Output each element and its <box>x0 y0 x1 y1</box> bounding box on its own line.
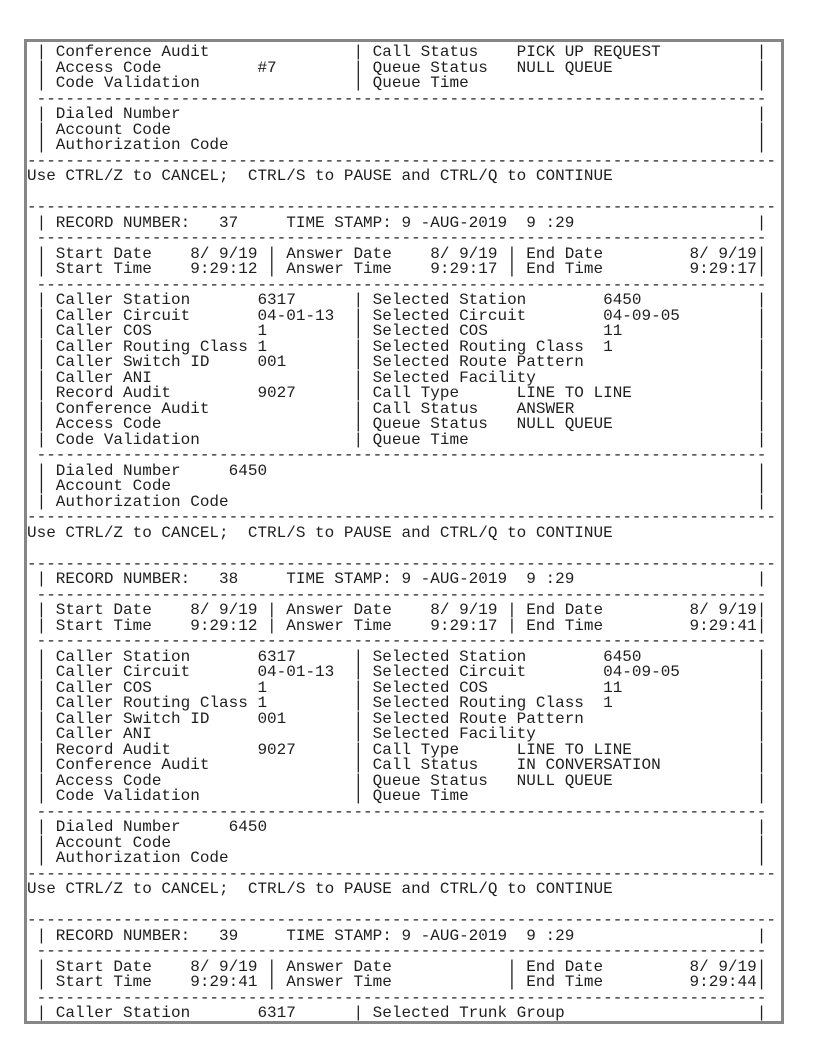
terminal-line: | Start Time 9:29:41 | Answer Time | End Time 9:29:44| <box>27 973 776 991</box>
terminal-line: | Caller ANI | Selected Facility | <box>27 368 776 387</box>
terminal-line: ------------------------------------------------------------------------------ <box>27 554 776 573</box>
terminal-line: | Access Code #7 | Queue Status NULL QUEUE | <box>27 58 776 77</box>
terminal-line: Use CTRL/Z to CANCEL; CTRL/S to PAUSE and CTRL/Q to CONTINUE <box>27 167 776 185</box>
terminal-line: | Conference Audit | Call Status IN CONVERSATION | <box>27 756 776 774</box>
terminal-line: | Access Code | Queue Status NULL QUEUE | <box>27 415 776 433</box>
terminal-line: | Caller Station 6317 | Selected Station 6450 | <box>27 291 776 309</box>
terminal-line: | Conference Audit | Call Status ANSWER | <box>27 399 776 418</box>
terminal-line: | Record Audit 9027 | Call Type LINE TO LINE | <box>27 384 776 402</box>
terminal-line: | Caller Routing Class 1 | Selected Routing Class 1 | <box>27 694 776 712</box>
terminal-line: Use CTRL/Z to CANCEL; CTRL/S to PAUSE and CTRL/Q to CONTINUE <box>27 523 776 542</box>
terminal-line: Use CTRL/Z to CANCEL; CTRL/S to PAUSE and CTRL/Q to CONTINUE <box>27 880 776 898</box>
terminal-line: | Account Code | <box>27 477 776 495</box>
terminal-line: ---------------------------------------------------------------------------- <box>27 942 776 960</box>
terminal-line: | Account Code | <box>27 120 776 139</box>
terminal-line: | Caller COS 1 | Selected COS 11 | <box>27 678 776 697</box>
terminal-line: | Access Code | Queue Status NULL QUEUE | <box>27 771 776 790</box>
terminal-line: | Start Date 8/ 9/19 | Answer Date | End Date 8/ 9/19| <box>27 957 776 976</box>
terminal-line: | Caller Routing Class 1 | Selected Routing Class 1 | <box>27 337 776 356</box>
terminal-line: ---------------------------------------------------------------------------- <box>27 585 776 604</box>
terminal-line: ---------------------------------------------------------------------------- <box>27 89 776 108</box>
terminal-line: | Caller COS 1 | Selected COS 11 | <box>27 322 776 340</box>
terminal-line: | RECORD NUMBER: 39 TIME STAMP: 9 -AUG-2019 9 :29 | <box>27 926 776 945</box>
terminal-line: | Start Time 9:29:12 | Answer Time 9:29:17 | End Time 9:29:41| <box>27 616 776 635</box>
terminal-line: ---------------------------------------------------------------------------- <box>27 802 776 821</box>
terminal-line: | Authorization Code | <box>27 136 776 154</box>
terminal-line: | Conference Audit | Call Status PICK UP REQUEST | <box>27 43 776 61</box>
terminal-line: | Start Date 8/ 9/19 | Answer Date 8/ 9/19 | End Date 8/ 9/19| <box>27 601 776 619</box>
terminal-line: | Start Date 8/ 9/19 | Answer Date 8/ 9/19 | End Date 8/ 9/19| <box>27 244 776 263</box>
terminal-line: ---------------------------------------------------------------------------- <box>27 988 776 1007</box>
terminal-line: | Caller Switch ID 001 | Selected Route Pattern | <box>27 709 776 728</box>
terminal-line: ------------------------------------------------------------------------------ <box>27 508 776 526</box>
terminal-line: | Caller Station 6317 | Selected Trunk Group | <box>27 1004 776 1022</box>
terminal-line: | Authorization Code | <box>27 492 776 511</box>
terminal-line: | Caller ANI | Selected Facility | <box>27 725 776 743</box>
terminal-line: ---------------------------------------------------------------------------- <box>27 275 776 294</box>
terminal-line: | Caller Station 6317 | Selected Station 6450 | <box>27 647 776 666</box>
terminal-line: | Code Validation | Queue Time | <box>27 74 776 92</box>
terminal-line: | RECORD NUMBER: 38 TIME STAMP: 9 -AUG-2019 9 :29 | <box>27 570 776 588</box>
terminal-line: ------------------------------------------------------------------------------ <box>27 198 776 216</box>
terminal-line: | Caller Switch ID 001 | Selected Route Pattern | <box>27 353 776 371</box>
terminal-line: | Authorization Code | <box>27 849 776 867</box>
terminal-line: ------------------------------------------------------------------------------ <box>27 151 776 170</box>
terminal-line: | Account Code | <box>27 833 776 852</box>
terminal-line: ---------------------------------------------------------------------------- <box>27 446 776 464</box>
terminal-line: | Caller Circuit 04-01-13 | Selected Circuit 04-09-05 | <box>27 306 776 325</box>
terminal-line: | Start Time 9:29:12 | Answer Time 9:29:17 | End Time 9:29:17| <box>27 260 776 278</box>
terminal-line: | Record Audit 9027 | Call Type LINE TO LINE | <box>27 740 776 759</box>
terminal-line: ---------------------------------------------------------------------------- <box>27 229 776 247</box>
terminal-line: | Dialed Number 6450 | <box>27 461 776 480</box>
terminal-line: | Dialed Number 6450 | <box>27 818 776 836</box>
terminal-line: ------------------------------------------------------------------------------ <box>27 911 776 929</box>
terminal-line: ---------------------------------------------------------------------------- <box>27 632 776 650</box>
terminal-line: | Code Validation | Queue Time | <box>27 787 776 805</box>
terminal-output <box>27 45 789 1022</box>
terminal-line: ------------------------------------------------------------------------------ <box>27 864 776 883</box>
terminal-line: | Code Validation | Queue Time | <box>27 430 776 449</box>
terminal-line: | Dialed Number | <box>27 105 776 123</box>
terminal-line: | Caller Circuit 04-01-13 | Selected Circuit 04-09-05 | <box>27 663 776 681</box>
terminal-line: | RECORD NUMBER: 37 TIME STAMP: 9 -AUG-2019 9 :29 | <box>27 213 776 232</box>
